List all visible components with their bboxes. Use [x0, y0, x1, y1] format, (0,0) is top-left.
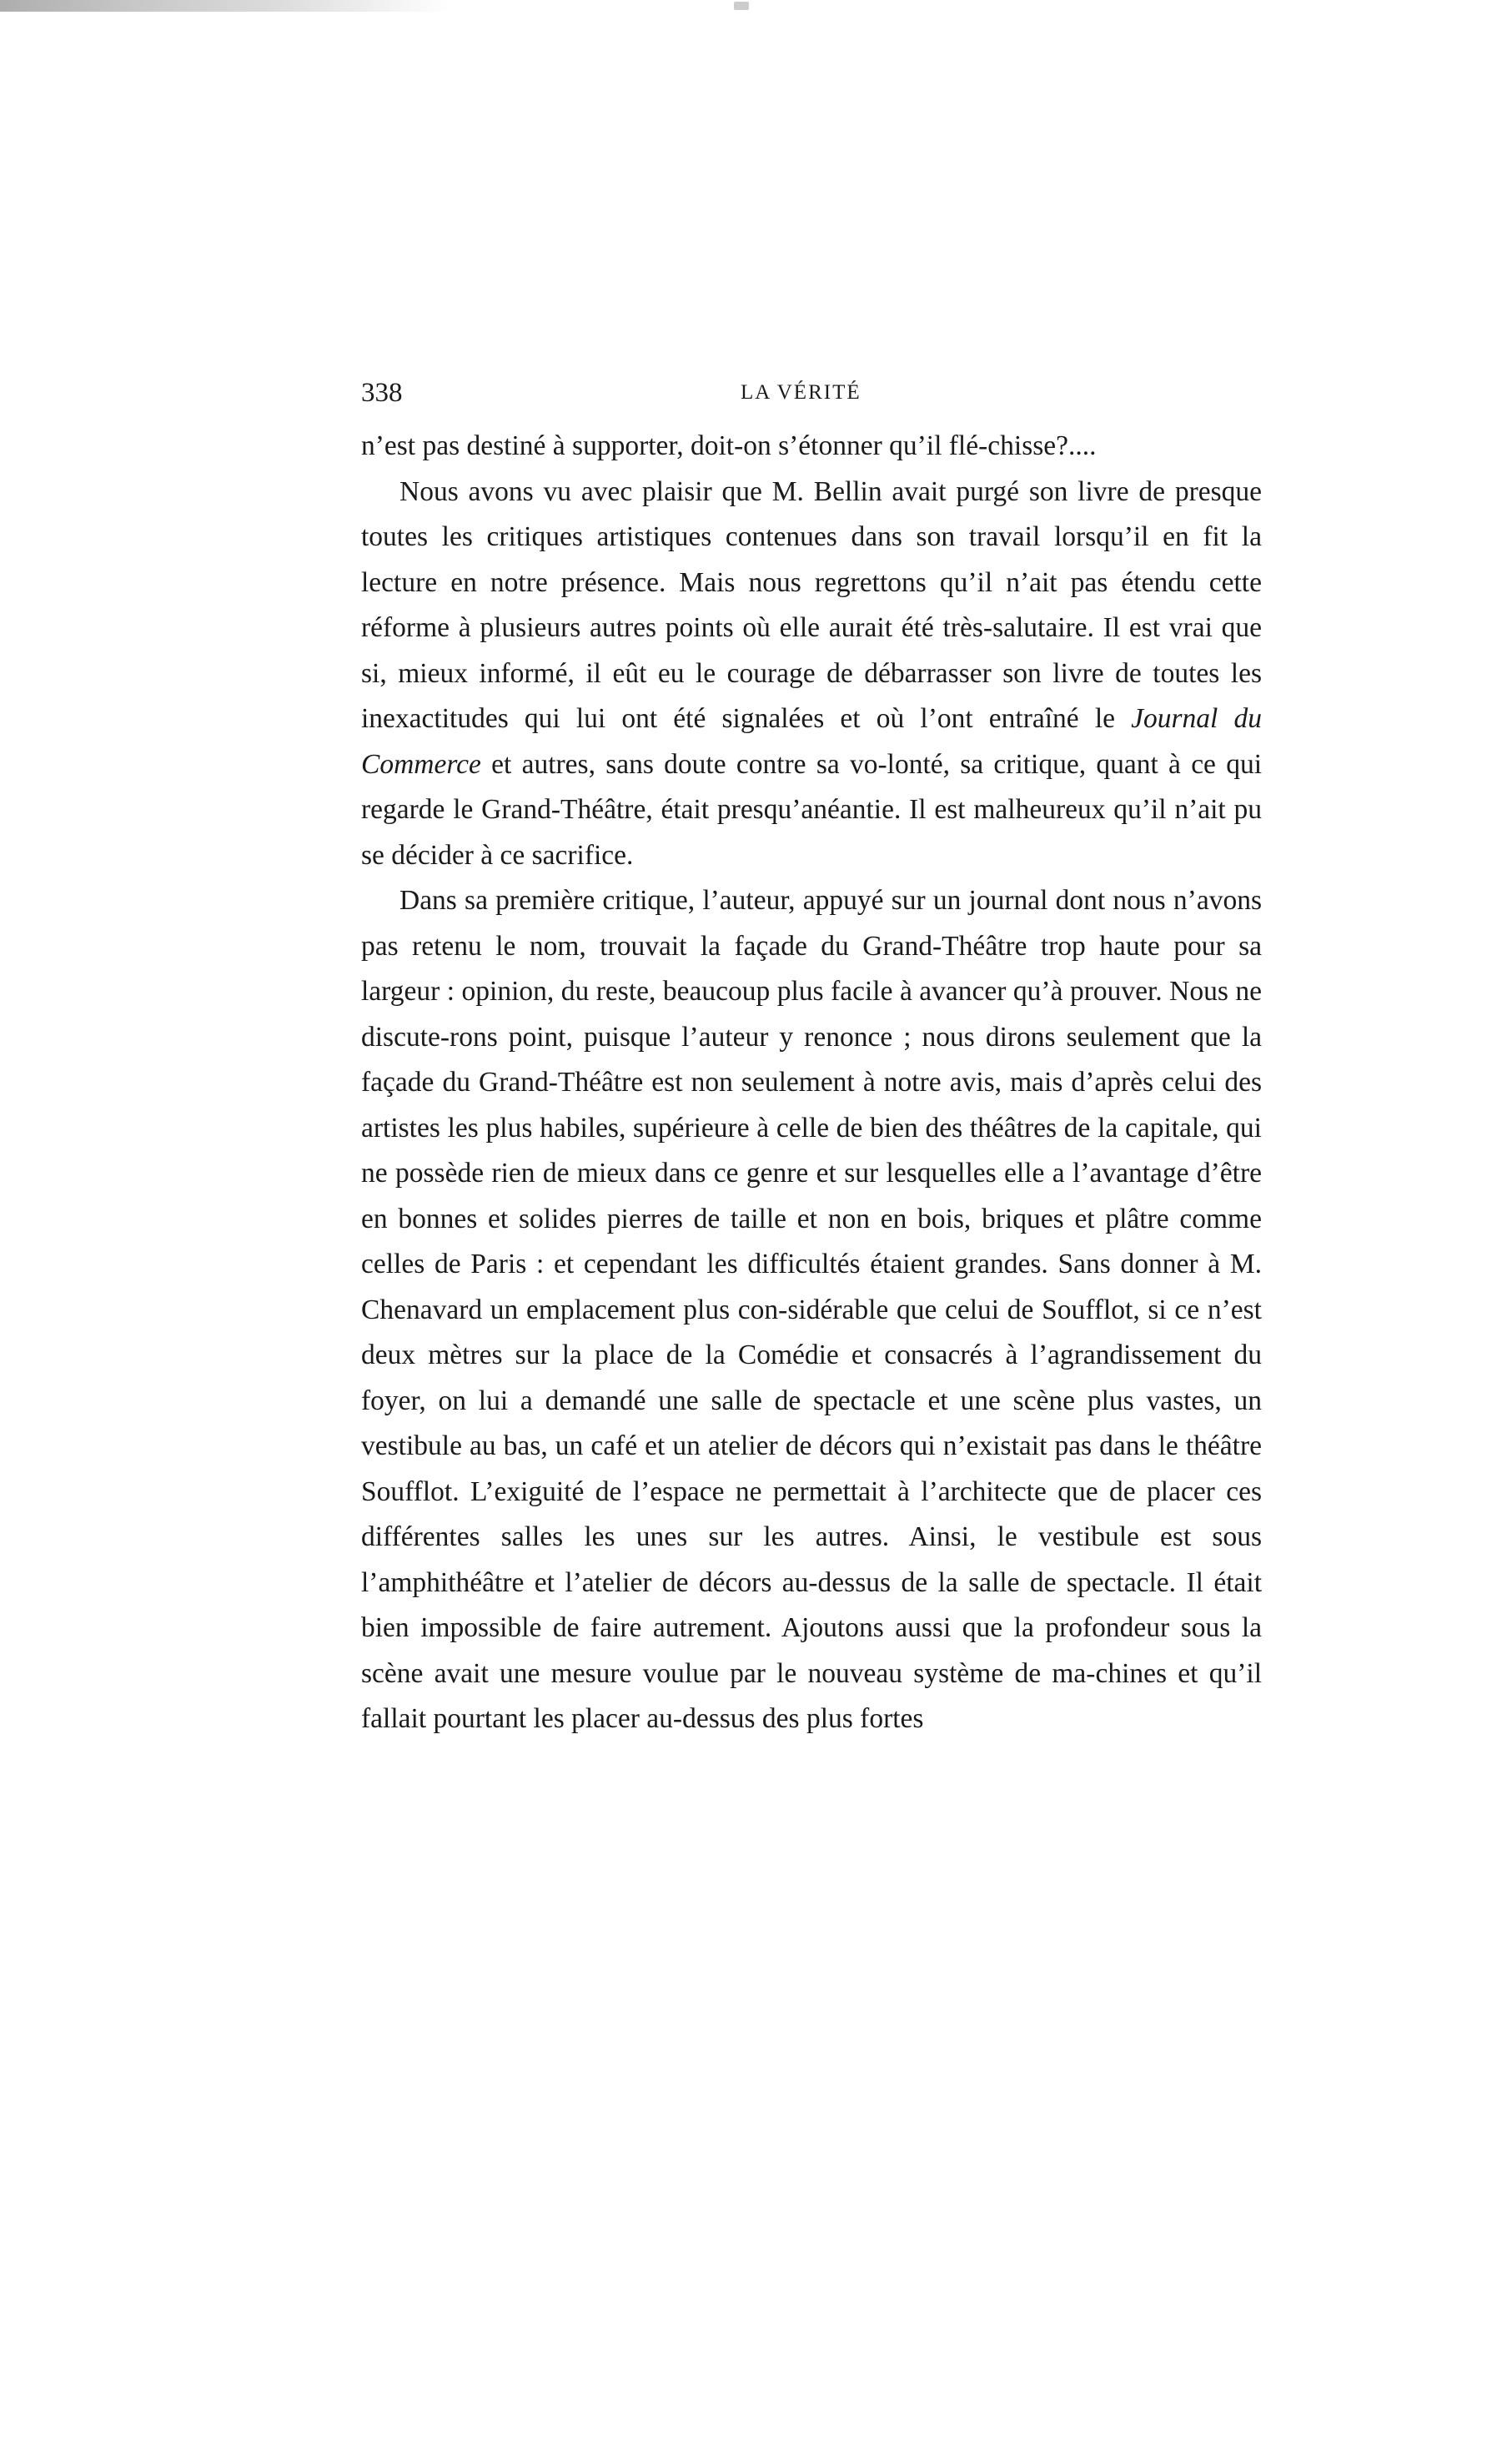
- running-header: [361, 372, 1262, 414]
- text-run: Dans sa première critique, l’auteur, appuyé sur un journal dont nous n’avons pas retenu le nom, trouvait la façade du Grand-Théâtre trop haute pour sa largeur : opinion, du reste, beaucoup plus facile à avancer qu’à prouver. Nous ne discute-rons point, puisque l’auteur y renonce ; nous dirons seulement que la façade du Grand-Théâtre est non seulement à notre avis, mais d’après celui des artistes les plus habiles, supérieure à celle de bien des théâtres de la capitale, qui ne possède rien de mieux dans ce genre et sur lesquelles elle a l’avantage d’être en bonnes et solides pierres de taille et non en bois, briques et plâtre comme celles de Paris : et cependant les difficultés étaient grandes. Sans donner à M. Chenavard un emplacement plus con-sidérable que celui de Soufflot, si ce n’est deux mètres sur la place de la Comédie et consacrés à l’agrandissement du foyer, on lui a demandé une salle de spectacle et une scène plus vastes, un vestibule au bas, un café et un atelier de décors qui n’existait pas dans le théâtre Soufflot. L’exiguité de l’espace ne permettait à l’architecte que de placer ces différentes salles les unes sur les autres. Ainsi, le vestibule est sous l’amphithéâtre et l’atelier de décors au-dessus de la salle de spectacle. Il était bien impossible de faire autrement. Ajoutons aussi que la profondeur sous la scène avait une mesure voulue par le nouveau système de ma-chines et qu’il fallait pourtant les placer au-dessus des plus fortes: [361, 885, 1262, 1734]
- paragraph-3: [361, 878, 1262, 1742]
- paragraph-2: [361, 470, 1262, 879]
- scan-speck: [734, 2, 749, 10]
- page-number: 338: [361, 378, 403, 408]
- running-title: LA VÉRITÉ: [741, 381, 861, 404]
- journal-title: Journal du Commerce: [361, 703, 1262, 780]
- text-run: n’est pas destiné à supporter, doit-on s’étonner qu’il flé-chisse?....: [361, 430, 1097, 461]
- paragraph-1: [361, 424, 1262, 470]
- text-run: et autres, sans doute contre sa vo-lonté, sa critique, quant à ce qui regarde le Grand-Théâtre, était presqu’anéantie. Il est malheureux qu’il n’ait pu se décider à ce sacrifice.: [361, 748, 1262, 871]
- text-run: Nous avons vu avec plaisir que M. Bellin avait purgé son livre de presque toutes les critiques artistiques contenues dans son travail lorsqu’il en fit la lecture en notre présence. Mais nous regrettons qu’il n’ait pas étendu cette réforme à plusieurs autres points où elle aurait été très-salutaire. Il est vrai que si, mieux informé, il eût eu le courage de débarrasser son livre de toutes les inexactitudes qui lui ont été signalées et où l’ont entraîné le: [361, 475, 1262, 734]
- body-text: [361, 424, 1262, 1742]
- scan-edge-mark: [0, 0, 450, 12]
